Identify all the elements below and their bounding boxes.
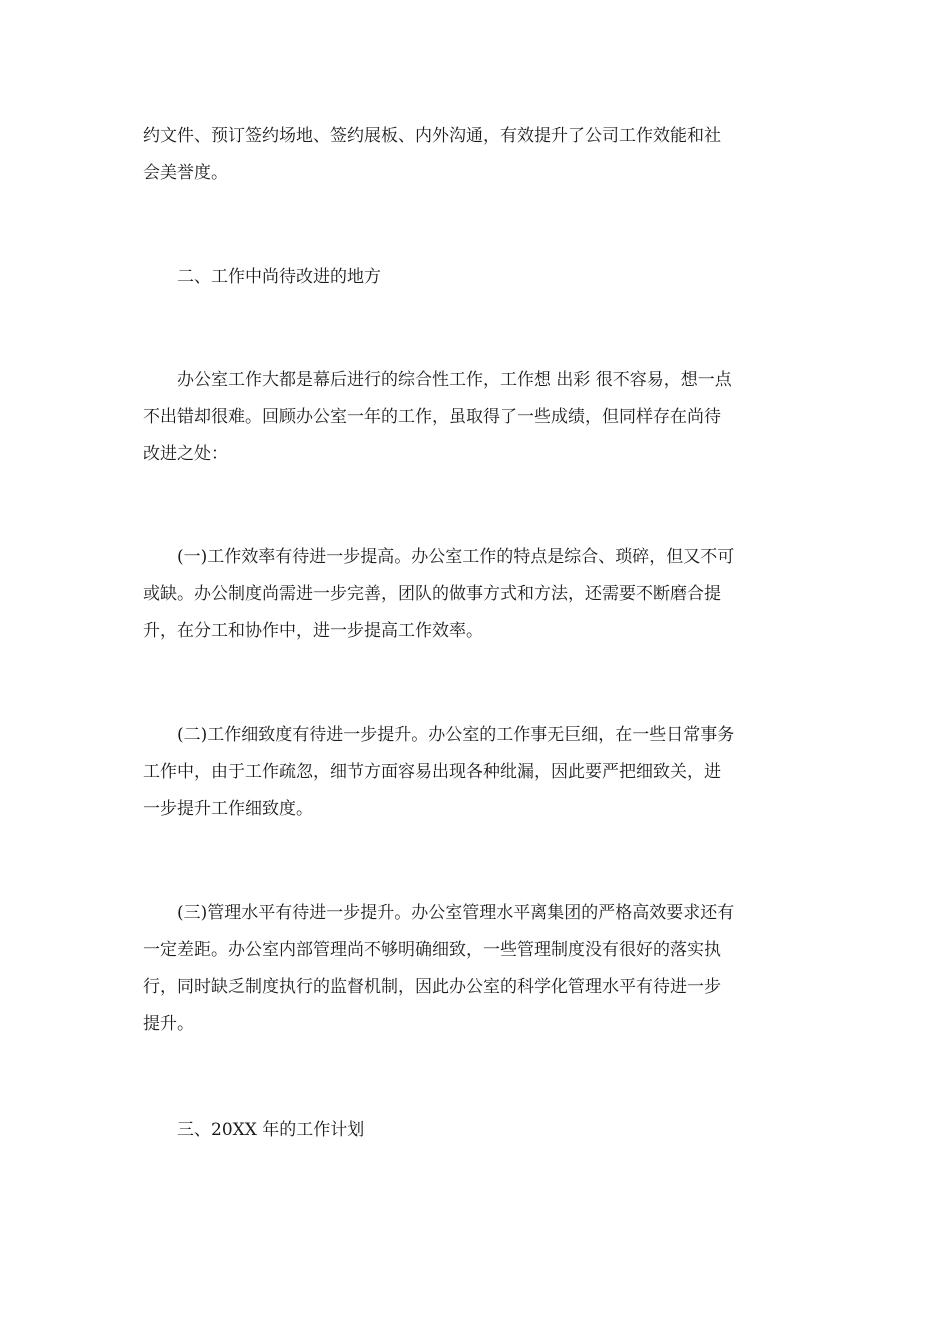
paragraph-office-overview [143,362,808,473]
paragraph-line: 改进之处： [143,444,228,464]
paragraph-item-1 [143,539,808,650]
paragraph-line: 升，在分工和协作中，进一步提高工作效率。 [143,621,483,641]
paragraph-line: 一步提升工作细致度。 [143,799,313,819]
paragraph-line: 办公室工作大都是幕后进行的综合性工作，工作想 出彩 很不容易，想一点 [177,370,732,390]
section-heading-3: 三、20XX 年的工作计划 [177,1120,365,1140]
paragraph-item-2 [143,717,808,828]
paragraph-intro-continued [143,118,808,192]
paragraph-line: 或缺。办公制度尚需进一步完善，团队的做事方式和方法，还需要不断磨合提 [143,584,721,604]
section-heading-2: 二、工作中尚待改进的地方 [177,267,381,287]
paragraph-line: 工作中，由于工作疏忽，细节方面容易出现各种纰漏，因此要严把细致关，进 [143,762,721,782]
paragraph-line: 一定差距。办公室内部管理尚不够明确细致，一些管理制度没有很好的落实执 [143,940,721,960]
paragraph-line: (三)管理水平有待进一步提升。办公室管理水平离集团的严格高效要求还有 [177,903,735,923]
paragraph-line: (一)工作效率有待进一步提高。办公室工作的特点是综合、琐碎，但又不可 [177,547,735,567]
paragraph-line: 行，同时缺乏制度执行的监督机制，因此办公室的科学化管理水平有待进一步 [143,977,721,997]
paragraph-item-3 [143,895,808,1043]
paragraph-line: 会美誉度。 [143,163,228,183]
paragraph-line: (二)工作细致度有待进一步提升。办公室的工作事无巨细，在一些日常事务 [177,725,735,745]
paragraph-line: 不出错却很难。回顾办公室一年的工作，虽取得了一些成绩，但同样存在尚待 [143,407,721,427]
paragraph-line: 约文件、预订签约场地、签约展板、内外沟通，有效提升了公司工作效能和社 [143,126,721,146]
paragraph-line: 提升。 [143,1014,194,1034]
